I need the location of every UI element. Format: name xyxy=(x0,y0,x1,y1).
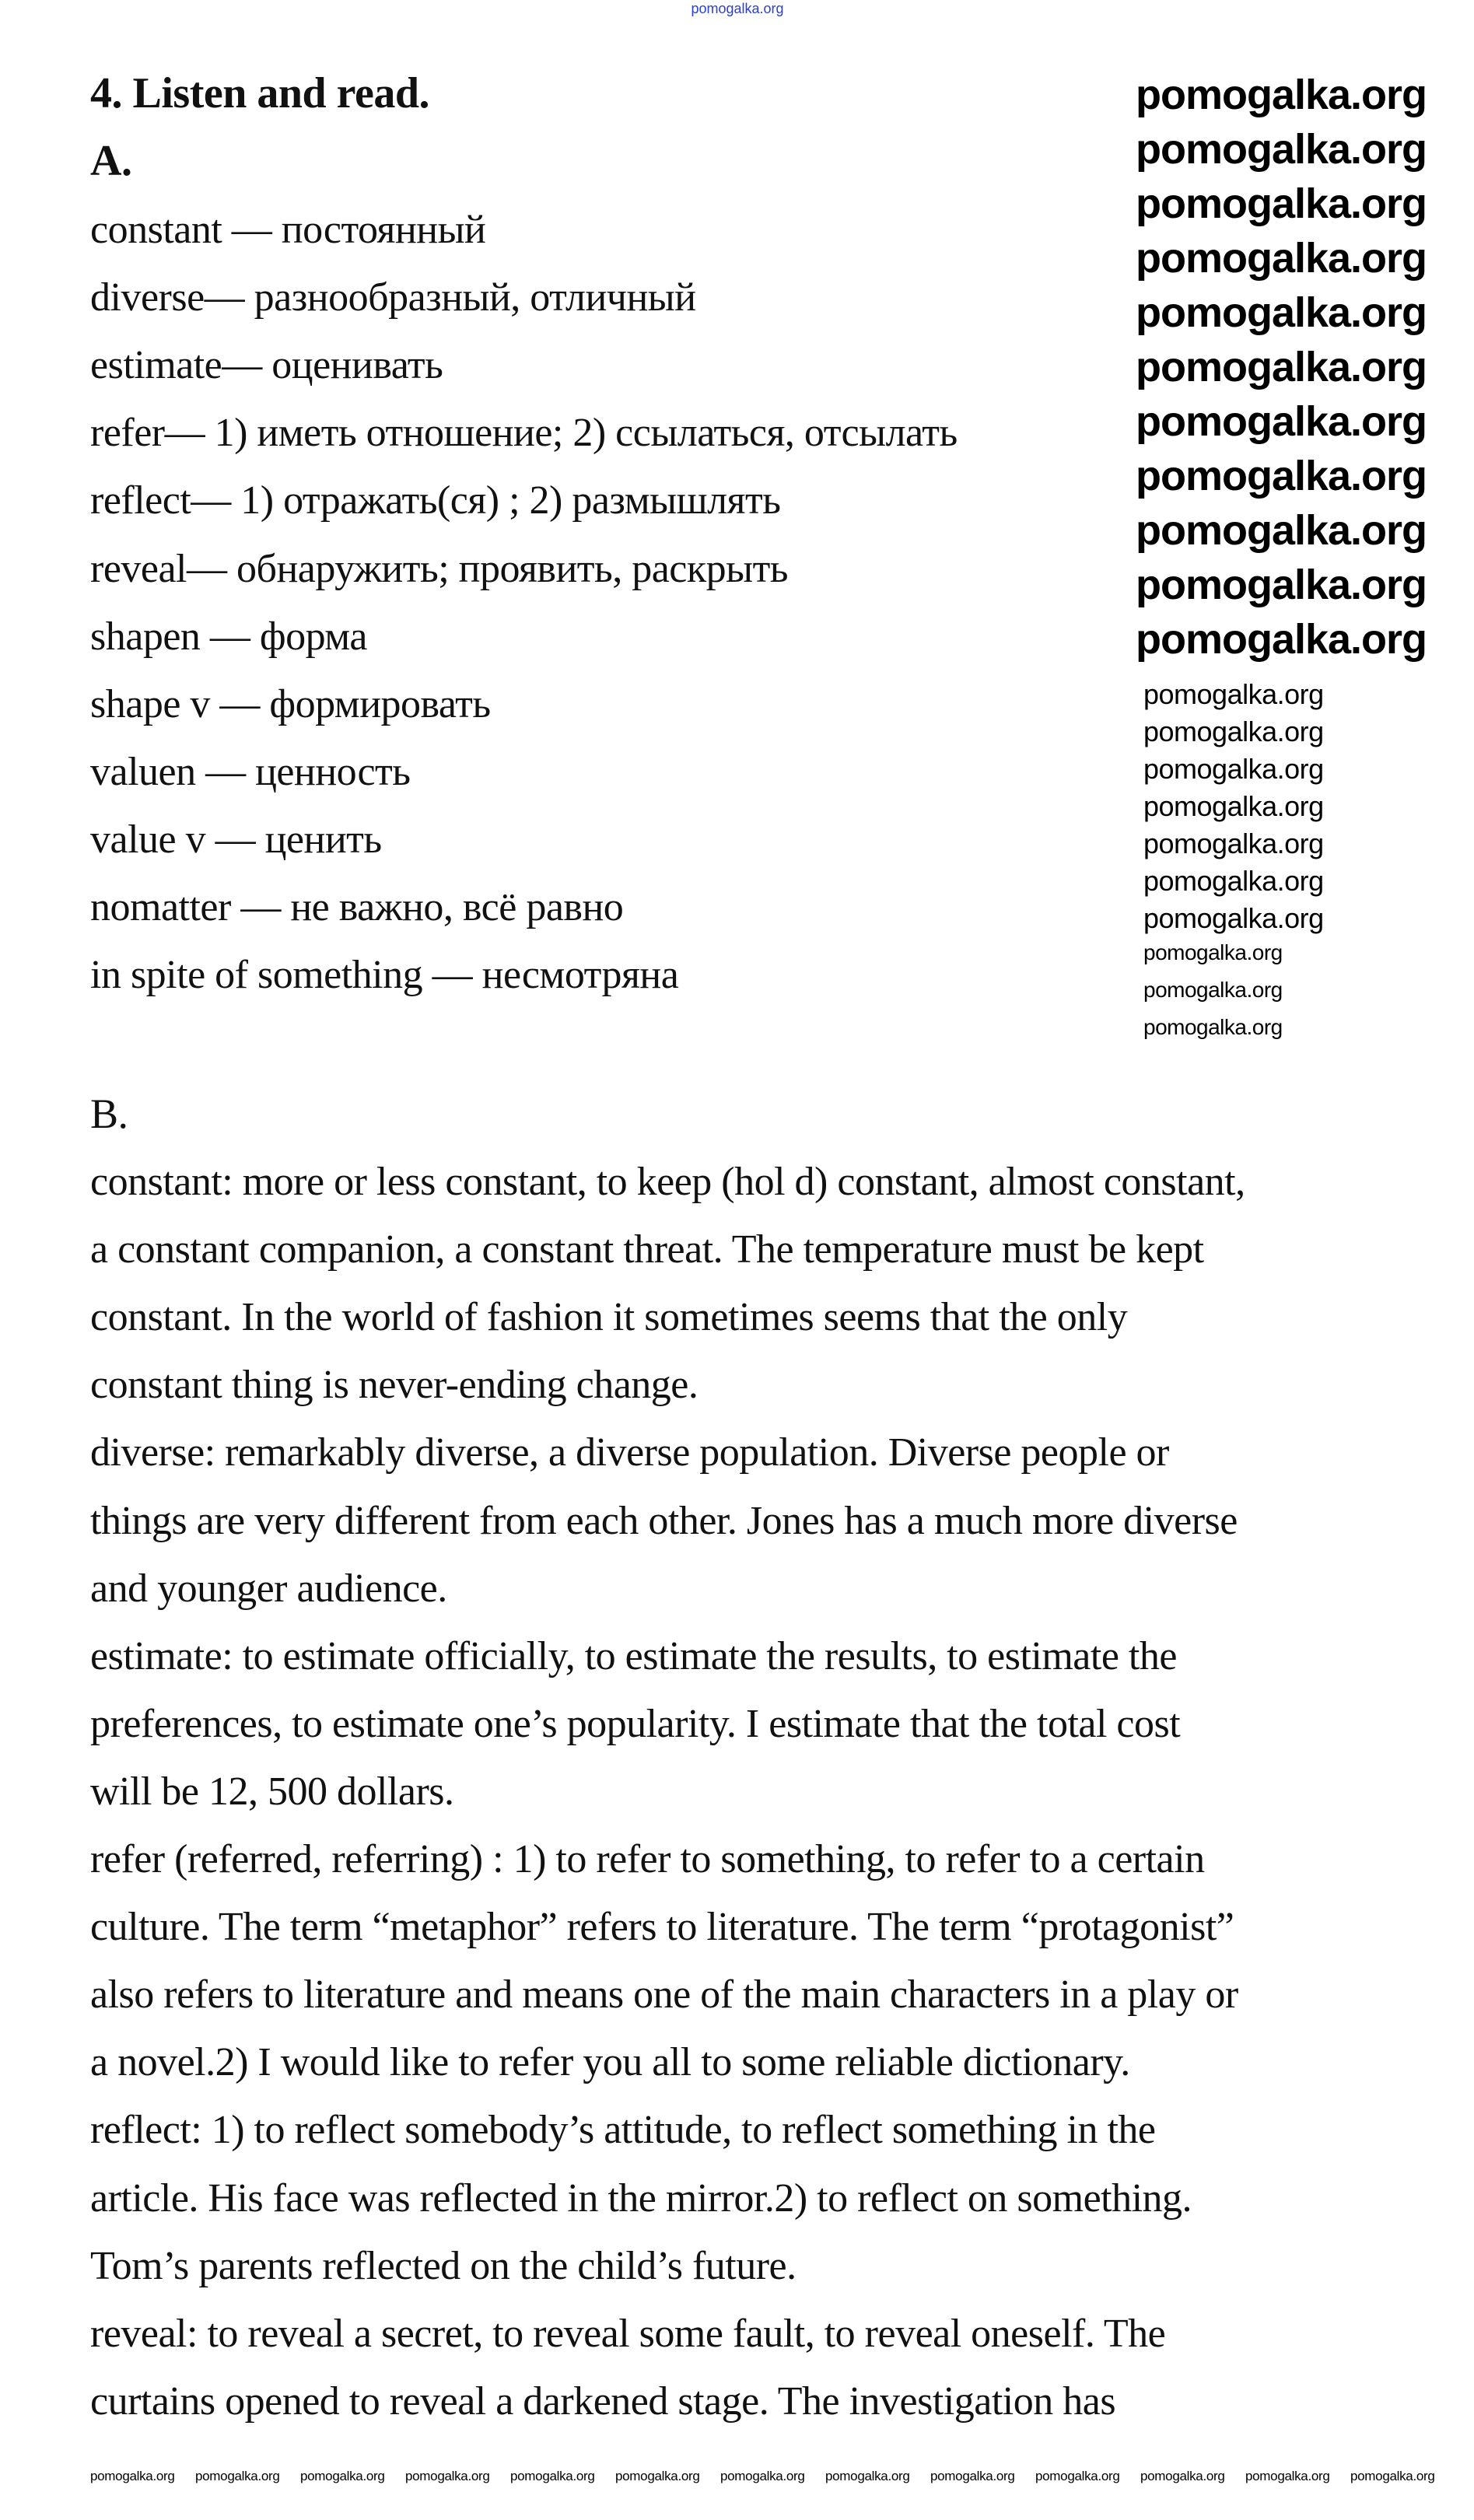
watermark: pomogalka.org xyxy=(720,2469,805,2483)
vocabulary-entry: reveal— обнаружить; проявить, раскрыть xyxy=(90,546,789,591)
example-line: a constant companion, a constant threat. The temperature must be kept xyxy=(90,1227,1204,1272)
watermark: pomogalka.org xyxy=(1143,678,1324,710)
section-a-label: A. xyxy=(90,137,132,185)
example-line: constant: more or less constant, to keep (hol d) constant, almost constant, xyxy=(90,1160,1245,1204)
vocabulary-entry: diverse— разнообразный, отличный xyxy=(90,275,696,320)
watermark: pomogalka.org xyxy=(825,2469,910,2483)
watermark: pomogalka.org xyxy=(1136,235,1427,282)
watermark: pomogalka.org xyxy=(1143,828,1324,859)
vocabulary-entry: valuen — ценность xyxy=(90,749,411,794)
watermark: pomogalka.org xyxy=(1136,126,1427,173)
watermark: pomogalka.org xyxy=(1136,562,1427,608)
watermark: pomogalka.org xyxy=(930,2469,1015,2483)
example-line: constant. In the world of fashion it sometimes seems that the only xyxy=(90,1295,1128,1340)
vocabulary-entry: shapen — форма xyxy=(90,614,367,659)
watermark: pomogalka.org xyxy=(1143,716,1324,747)
example-line: estimate: to estimate officially, to estimate the results, to estimate the xyxy=(90,1633,1177,1678)
example-line: preferences, to estimate one’s popularity. I estimate that the total cost xyxy=(90,1701,1181,1746)
vocabulary-entry: estimate— оценивать xyxy=(90,343,443,388)
example-line: diverse: remarkably diverse, a diverse population. Diverse people or xyxy=(90,1430,1169,1475)
vocabulary-entry: constant — постоянный xyxy=(90,208,486,252)
vocabulary-entry: shape v — формировать xyxy=(90,681,491,726)
watermark-top: pomogalka.org xyxy=(691,1,784,16)
watermark: pomogalka.org xyxy=(510,2469,595,2483)
watermark: pomogalka.org xyxy=(1136,289,1427,336)
watermark: pomogalka.org xyxy=(1136,72,1427,118)
watermark: pomogalka.org xyxy=(1143,753,1324,785)
vocabulary-entry: reflect— 1) отражать(ся) ; 2) размышлять xyxy=(90,478,781,523)
watermark: pomogalka.org xyxy=(615,2469,700,2483)
exercise-heading: 4. Listen and read. xyxy=(90,69,429,117)
watermark: pomogalka.org xyxy=(1143,978,1283,1002)
vocabulary-entry: value v — ценить xyxy=(90,817,382,862)
watermark: pomogalka.org xyxy=(1140,2469,1225,2483)
example-line: will be 12, 500 dollars. xyxy=(90,1769,454,1814)
section-b-label: B. xyxy=(90,1090,128,1137)
watermark: pomogalka.org xyxy=(300,2469,385,2483)
example-line: refer (referred, referring) : 1) to refer to something, to refer to a certain xyxy=(90,1837,1205,1881)
watermark: pomogalka.org xyxy=(1245,2469,1330,2483)
example-line: Tom’s parents reflected on the child’s future. xyxy=(90,2243,797,2288)
watermark: pomogalka.org xyxy=(1136,616,1427,663)
watermark: pomogalka.org xyxy=(195,2469,280,2483)
example-line: and younger audience. xyxy=(90,1566,447,1611)
example-line: things are very different from each other. Jones has a much more diverse xyxy=(90,1498,1238,1543)
example-line: reflect: 1) to reflect somebody’s attitude, to reflect something in the xyxy=(90,2108,1156,2153)
example-line: article. His face was reflected in the mirror.2) to reflect on something. xyxy=(90,2175,1192,2221)
example-line: curtains opened to reveal a darkened stage. The investigation has xyxy=(90,2378,1116,2424)
vocabulary-entry: refer— 1) иметь отношение; 2) ссылаться, отсылать xyxy=(90,411,958,456)
watermark: pomogalka.org xyxy=(1143,790,1324,822)
example-line: constant thing is never-ending change. xyxy=(90,1363,698,1408)
watermark: pomogalka.org xyxy=(90,2469,175,2483)
watermark: pomogalka.org xyxy=(1350,2469,1435,2483)
example-line: a novel.2) I would like to refer you all to some reliable dictionary. xyxy=(90,2040,1130,2085)
watermark: pomogalka.org xyxy=(405,2469,490,2483)
vocabulary-entry: in spite of something — несмотряна xyxy=(90,953,679,998)
example-line: reveal: to reveal a secret, to reveal some fault, to reveal oneself. The xyxy=(90,2311,1166,2356)
watermark: pomogalka.org xyxy=(1143,1015,1283,1039)
vocabulary-entry: nomatter — не важно, всё равно xyxy=(90,885,624,929)
watermark: pomogalka.org xyxy=(1136,507,1427,554)
watermark: pomogalka.org xyxy=(1136,180,1427,227)
watermark: pomogalka.org xyxy=(1143,902,1324,934)
example-line: culture. The term “metaphor” refers to literature. The term “protagonist” xyxy=(90,1905,1234,1950)
watermark: pomogalka.org xyxy=(1136,453,1427,499)
watermark: pomogalka.org xyxy=(1035,2469,1120,2483)
watermark: pomogalka.org xyxy=(1143,940,1283,964)
watermark: pomogalka.org xyxy=(1136,344,1427,390)
watermark: pomogalka.org xyxy=(1136,398,1427,445)
example-line: also refers to literature and means one of the main characters in a play or xyxy=(90,1972,1238,2018)
watermark: pomogalka.org xyxy=(1143,865,1324,897)
